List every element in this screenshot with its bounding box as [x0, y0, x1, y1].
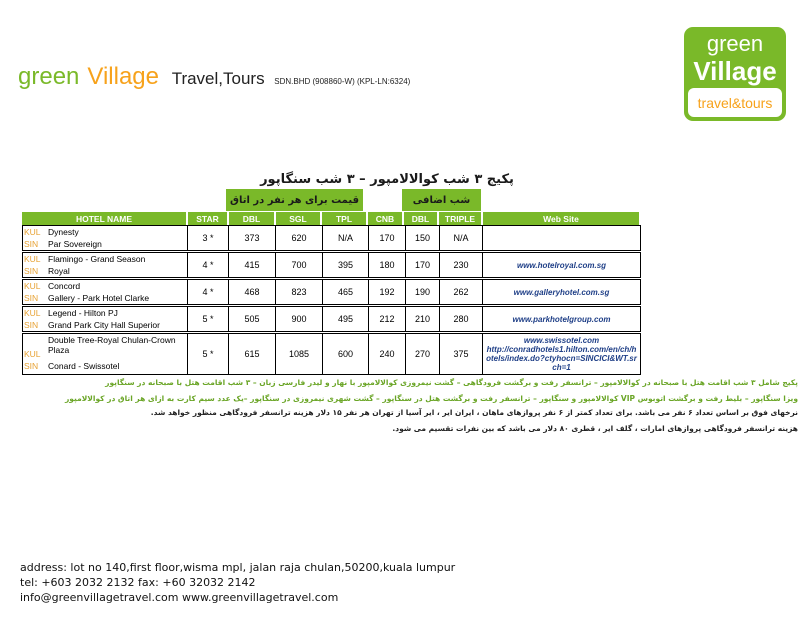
star-cell: 4 *: [187, 280, 228, 304]
extra-triple-cell: N/A: [439, 226, 482, 250]
sgl-cell: 620: [275, 226, 322, 250]
cnb-cell: 192: [368, 280, 405, 304]
note-line: نرخهای فوق بر اساس تعداد ۶ نفر می باشد. برای تعداد کمتر از ۶ نفر پروازهای ماهان ، ایران ایر ، ایر آسیا از تهران هر نفر ۱۵ دلار هزینه ترانسفر فرودگاهی منظور خواهد شد.: [150, 408, 798, 417]
brand-green: green: [18, 63, 80, 90]
contact-footer: [20, 560, 455, 605]
extra-dbl-cell: 210: [405, 307, 439, 331]
extra-dbl-cell: 170: [405, 253, 439, 277]
table-row: [22, 252, 641, 278]
city-code: KUL: [24, 254, 41, 264]
extra-triple-cell: 375: [439, 334, 482, 374]
hotel-name: Grand Park City Hall Superior: [48, 320, 160, 330]
city-code: SIN: [24, 361, 39, 371]
hotel-name: Concord: [48, 281, 81, 291]
website-link-cont[interactable]: ch=1: [552, 363, 571, 372]
phone-fax-text: tel: +603 2032 2132 fax: +60 32032 2142: [20, 576, 256, 589]
extra-triple-cell: 280: [439, 307, 482, 331]
website-link[interactable]: www.galleryhotel.com.sg: [482, 280, 640, 304]
city-code: SIN: [24, 239, 39, 249]
table-row: [22, 333, 641, 375]
city-code: SIN: [24, 266, 39, 276]
extra-dbl-cell: 270: [405, 334, 439, 374]
col-star: STAR: [188, 212, 227, 225]
extra-dbl-cell: 150: [405, 226, 439, 250]
table-row: [22, 306, 641, 332]
city-code: KUL: [24, 349, 41, 359]
tpl-cell: N/A: [322, 226, 368, 250]
star-cell: 4 *: [187, 253, 228, 277]
col-cnb: CNB: [368, 212, 402, 225]
sgl-cell: 900: [275, 307, 322, 331]
dbl-cell: 415: [228, 253, 275, 277]
city-code: SIN: [24, 320, 39, 330]
tpl-cell: 600: [322, 334, 368, 374]
note-line: هزینه ترانسفر فرودگاهی پروازهای امارات ، گلف ایر ، قطری ۸۰ دلار می باشد که بین نفرات تقسیم می شود.: [392, 424, 798, 433]
website-link[interactable]: www.swissotel.com: [523, 336, 600, 345]
hotel-cell: [23, 307, 187, 331]
star-cell: 3 *: [187, 226, 228, 250]
email-website-text: info@greenvillagetravel.com www.greenvillagetravel.com: [20, 591, 339, 604]
col-extra-dbl: DBL: [404, 212, 437, 225]
star-cell: 5 *: [187, 334, 228, 374]
cnb-cell: 212: [368, 307, 405, 331]
brand-travel-tours: Travel,Tours: [171, 69, 265, 88]
table-row: [22, 225, 641, 251]
table-row: [22, 279, 641, 305]
col-extra-triple: TRIPLE: [439, 212, 481, 225]
col-sgl: SGL: [276, 212, 320, 225]
extra-night-header: شب اضافی: [402, 189, 481, 211]
brand-registration: SDN.BHD (908860-W) (KPL-LN:6324): [274, 77, 411, 86]
website-link[interactable]: www.hotelroyal.com.sg: [482, 253, 640, 277]
per-person-price-header: قیمت برای هر نفر در اتاق: [226, 189, 363, 211]
col-hotel-name: HOTEL NAME: [22, 212, 186, 225]
brand-header: [18, 62, 410, 97]
hotel-name: Royal: [48, 266, 70, 276]
note-line: ویزا سنگاپور – بلیط رفت و برگشت اتوبوس VIP کوالالامپور و سنگاپور – ترانسفر رفت و برگشت هتل در سنگاپور – گشت شهری نیمروزی در سنگاپور –یک عدد سیم کارت به ازای هر اتاق در کوالالامپور: [64, 394, 798, 403]
hotel-name: Gallery - Park Hotel Clarke: [48, 293, 150, 303]
hotel-name: Conard - Swissotel: [48, 361, 120, 371]
sgl-cell: 823: [275, 280, 322, 304]
hotel-name: Flamingo - Grand Season: [48, 254, 146, 264]
company-logo: [684, 27, 786, 121]
note-line: پکیج شامل ۳ شب اقامت هتل با صبحانه در کوالالامپور – ترانسفر رفت و برگشت فرودگاهی – گشت نیمروزی کوالالامپور با نهار و لیدر فارسی زبان – ۳ شب اقامت هتل با صبحانه در سنگاپور: [105, 378, 798, 387]
extra-triple-cell: 230: [439, 253, 482, 277]
website-link[interactable]: http://conradhotels1.hilton.com/en/ch/h: [486, 345, 637, 354]
city-code: KUL: [24, 281, 41, 291]
dbl-cell: 468: [228, 280, 275, 304]
website-link[interactable]: www.parkhotelgroup.com: [482, 307, 640, 331]
table-header: [22, 212, 641, 225]
brand-village: Village: [87, 63, 160, 90]
cnb-cell: 240: [368, 334, 405, 374]
hotel-cell: [23, 334, 187, 374]
hotel-name: Plaza: [48, 345, 70, 355]
website-link-cont[interactable]: otels/index.do?ctyhocn=SINCICI&WT.sr: [486, 354, 637, 363]
website-cell: [482, 334, 640, 374]
tpl-cell: 465: [322, 280, 368, 304]
hotel-name: Dynesty: [48, 227, 79, 237]
city-code: SIN: [24, 293, 39, 303]
hotel-cell: [23, 253, 187, 277]
hotel-price-table: [22, 225, 641, 376]
dbl-cell: 505: [228, 307, 275, 331]
hotel-cell: [23, 280, 187, 304]
city-code: KUL: [24, 227, 41, 237]
col-tpl: TPL: [322, 212, 366, 225]
address-text: address: lot no 140,first floor,wisma mpl, jalan raja chulan,50200,kuala lumpur: [20, 561, 456, 574]
col-dbl: DBL: [229, 212, 274, 225]
logo-village: Village: [693, 56, 777, 86]
extra-dbl-cell: 190: [405, 280, 439, 304]
city-code: KUL: [24, 308, 41, 318]
hotel-name: Double Tree-Royal Chulan-Crown: [48, 335, 176, 345]
hotel-name: Par Sovereign: [48, 239, 102, 249]
website-cell: [482, 226, 640, 250]
sgl-cell: 700: [275, 253, 322, 277]
dbl-cell: 615: [228, 334, 275, 374]
col-website: Web Site: [483, 212, 639, 225]
extra-triple-cell: 262: [439, 280, 482, 304]
cnb-cell: 180: [368, 253, 405, 277]
hotel-cell: [23, 226, 187, 250]
tpl-cell: 395: [322, 253, 368, 277]
cnb-cell: 170: [368, 226, 405, 250]
sgl-cell: 1085: [275, 334, 322, 374]
logo-travel-tours: travel&tours: [697, 95, 773, 111]
logo-green: green: [706, 31, 764, 56]
hotel-name: Legend - Hilton PJ: [48, 308, 118, 318]
tpl-cell: 495: [322, 307, 368, 331]
dbl-cell: 373: [228, 226, 275, 250]
star-cell: 5 *: [187, 307, 228, 331]
package-title: پکیج ۳ شب کوالالامپور – ۳ شب سنگاپور: [260, 172, 514, 187]
